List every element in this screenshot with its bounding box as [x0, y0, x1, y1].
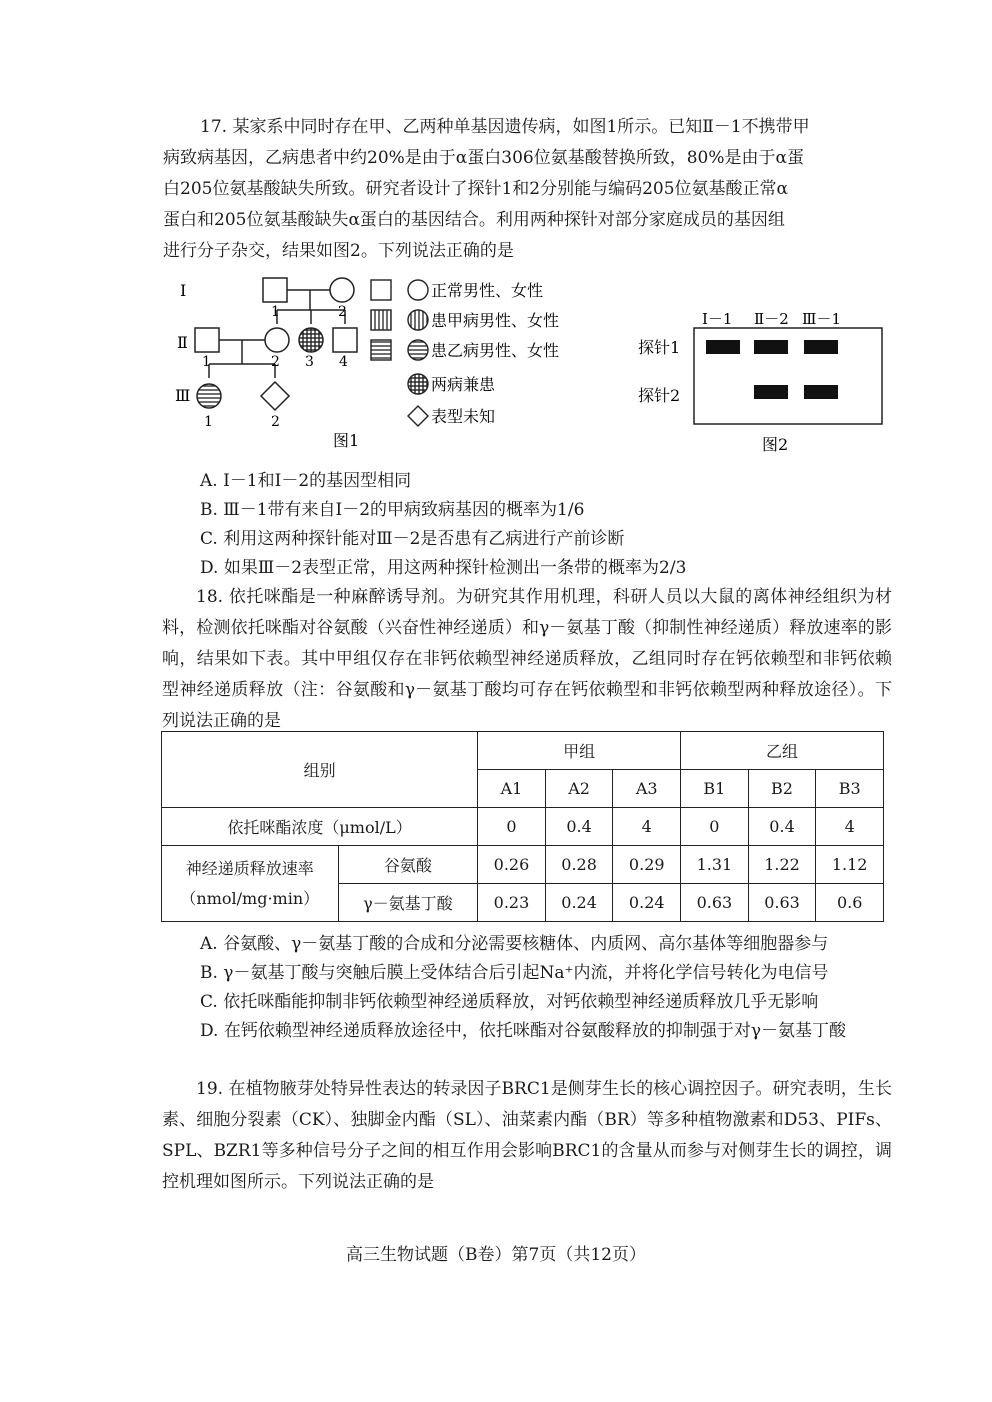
band-probe2-III1 [804, 385, 838, 399]
table-cell: 0.4 [748, 808, 816, 846]
band-probe1-III1 [804, 340, 838, 354]
table-cell: 1.12 [816, 846, 884, 884]
legend-jia-male-icon [371, 310, 391, 330]
table-cell: 0.29 [613, 846, 681, 884]
th-group-b: 乙组 [681, 732, 884, 770]
II-2-female [265, 328, 289, 352]
table-cell: 0 [478, 808, 546, 846]
table-cell: 4 [613, 808, 681, 846]
row-glu-label: 谷氨酸 [338, 846, 478, 884]
q18-table [161, 731, 884, 922]
II-2-num: 2 [271, 354, 280, 370]
q17-line-1: 17. 某家系中同时存在甲、乙两种单基因遗传病，如图1所示。已知Ⅱ－1不携带甲 [200, 117, 810, 137]
band-probe2-II2 [754, 385, 788, 399]
q17-line-2: 病致病基因，乙病患者中约20%是由于α蛋白306位氨基酸替换所致，80%是由于α蛋 [163, 148, 804, 168]
band-probe1-II2 [754, 340, 788, 354]
fig1-caption: 图1 [333, 431, 360, 450]
table-cell: 4 [816, 808, 884, 846]
th-col: B3 [816, 770, 884, 808]
gen-label-2: Ⅱ [177, 333, 188, 352]
I-1-male [263, 278, 287, 302]
fig2-row-1: 探针1 [638, 338, 681, 357]
fig2-col-2: Ⅱ－2 [754, 310, 789, 328]
legend-normal: 正常男性、女性 [431, 281, 544, 300]
pedigree-figure [165, 268, 595, 458]
II-1-male [195, 328, 219, 352]
th-col: A2 [545, 770, 613, 808]
row-conc-label: 依托咪酯浓度（μmol/L） [162, 808, 478, 846]
th-col: B2 [748, 770, 816, 808]
I-1-num: 1 [271, 304, 280, 320]
table-cell: 0.24 [613, 884, 681, 922]
th-col: A3 [613, 770, 681, 808]
row-rate-label [162, 846, 339, 922]
gen-label-1: Ⅰ [180, 281, 187, 300]
q18-option-a: A. 谷氨酸、γ－氨基丁酸的合成和分泌需要核糖体、内质网、高尔基体等细胞器参与 [200, 934, 829, 954]
table-cell: 0 [681, 808, 749, 846]
table-cell: 0.26 [478, 846, 546, 884]
q18-option-d: D. 在钙依赖型神经递质释放途径中，依托咪酯对谷氨酸释放的抑制强于对γ－氨基丁酸 [200, 1021, 846, 1041]
II-1-num: 1 [202, 354, 211, 370]
band-probe1-I1 [706, 340, 740, 354]
table-cell: 1.22 [748, 846, 816, 884]
q19-stem: 19. 在植物腋芽处特异性表达的转录因子BRC1是侧芽生长的核心调控因子。研究表明，生长素、细胞分裂素（CK）、独脚金内酯（SL）、油菜素内酯（BR）等多种植物激素和D53、PIFs、SPL、BZR1等多种信号分子之间的相互作用会影响BRC1的含量从而参与对侧芽生长的调控，调控机理如图所示。下列说法正确的是 [162, 1079, 892, 1192]
table-cell: 0.63 [681, 884, 749, 922]
II-4-male [333, 328, 357, 352]
fig2-row-2: 探针2 [638, 386, 681, 405]
th-group-a: 甲组 [478, 732, 681, 770]
th-col: A1 [478, 770, 546, 808]
legend-yi-female-icon [408, 340, 428, 360]
q18-option-b: B. γ－氨基丁酸与突触后膜上受体结合后引起Na⁺内流，并将化学信号转化为电信号 [200, 963, 829, 983]
II-3-num: 3 [305, 354, 314, 370]
table-cell: 0.23 [478, 884, 546, 922]
III-2-num: 2 [271, 414, 280, 430]
th-group: 组别 [162, 732, 478, 808]
III-1-female-yi [197, 384, 221, 408]
row-gaba-label: γ－氨基丁酸 [338, 884, 478, 922]
table-cell: 1.31 [681, 846, 749, 884]
legend-both-icon [408, 374, 428, 394]
q17-line-4: 蛋白和205位氨基酸缺失α蛋白的基因结合。利用两种探针对部分家庭成员的基因组 [163, 210, 785, 230]
legend-unknown: 表型未知 [431, 407, 496, 426]
th-col: B1 [681, 770, 749, 808]
table-cell: 0.4 [545, 808, 613, 846]
legend-yi: 患乙病男性、女性 [431, 341, 560, 360]
legend-jia-female-icon [408, 310, 428, 330]
III-2-unknown [261, 382, 289, 410]
legend-yi-male-icon [371, 340, 391, 360]
gen-label-3: Ⅲ [175, 386, 191, 405]
rate-label-line2: （nmol/mg·min） [180, 888, 320, 908]
page-footer: 高三生物试题（B卷）第7页（共12页） [346, 1245, 646, 1265]
legend-both: 两病兼患 [431, 375, 496, 394]
q18-option-c: C. 依托咪酯能抑制非钙依赖型神经递质释放，对钙依赖型神经递质释放几乎无影响 [200, 992, 819, 1012]
II-3-female-both [299, 328, 323, 352]
table-cell: 0.6 [816, 884, 884, 922]
q17-option-d: D. 如果Ⅲ－2表型正常，用这两种探针检测出一条带的概率为2/3 [200, 558, 687, 578]
q17-option-a: A. Ⅰ－1和Ⅰ－2的基因型相同 [200, 471, 412, 491]
q17-option-c: C. 利用这两种探针能对Ⅲ－2是否患有乙病进行产前诊断 [200, 529, 625, 549]
legend-jia: 患甲病男性、女性 [431, 311, 560, 330]
table-cell: 0.24 [545, 884, 613, 922]
q17-line-3: 白205位氨基酸缺失所致。研究者设计了探针1和2分别能与编码205位氨基酸正常α [163, 179, 789, 199]
table-cell: 0.28 [545, 846, 613, 884]
fig2-caption: 图2 [762, 435, 789, 454]
fig2-col-3: Ⅲ－1 [802, 310, 842, 328]
q18-stem: 18. 依托咪酯是一种麻醉诱导剂。为研究其作用机理，科研人员以大鼠的离体神经组织为材料，检测依托咪酯对谷氨酸（兴奋性神经递质）和γ－氨基丁酸（抑制性神经递质）释放速率的影响，结果如下表。其中甲组仅存在非钙依赖型神经递质释放，乙组同时存在钙依赖型和非钙依赖型神经递质释放（注：谷氨酸和γ－氨基丁酸均可存在钙依赖型和非钙依赖型两种释放途径）。下列说法正确的是 [162, 587, 892, 731]
fig2-col-1: Ⅰ－1 [702, 310, 733, 328]
I-2-num: 2 [338, 304, 347, 320]
II-4-num: 4 [339, 354, 348, 370]
probe-figure [632, 302, 892, 462]
legend-normal-female-icon [408, 280, 428, 300]
I-2-female [330, 278, 354, 302]
rate-label-line1: 神经递质释放速率 [185, 858, 314, 878]
table-cell: 0.63 [748, 884, 816, 922]
III-1-num: 1 [204, 414, 213, 430]
legend-unknown-icon [408, 406, 428, 426]
q17-line-5: 进行分子杂交，结果如图2。下列说法正确的是 [163, 241, 514, 261]
q17-option-b: B. Ⅲ－1带有来自Ⅰ－2的甲病致病基因的概率为1/6 [200, 500, 585, 520]
legend-normal-male-icon [371, 280, 391, 300]
